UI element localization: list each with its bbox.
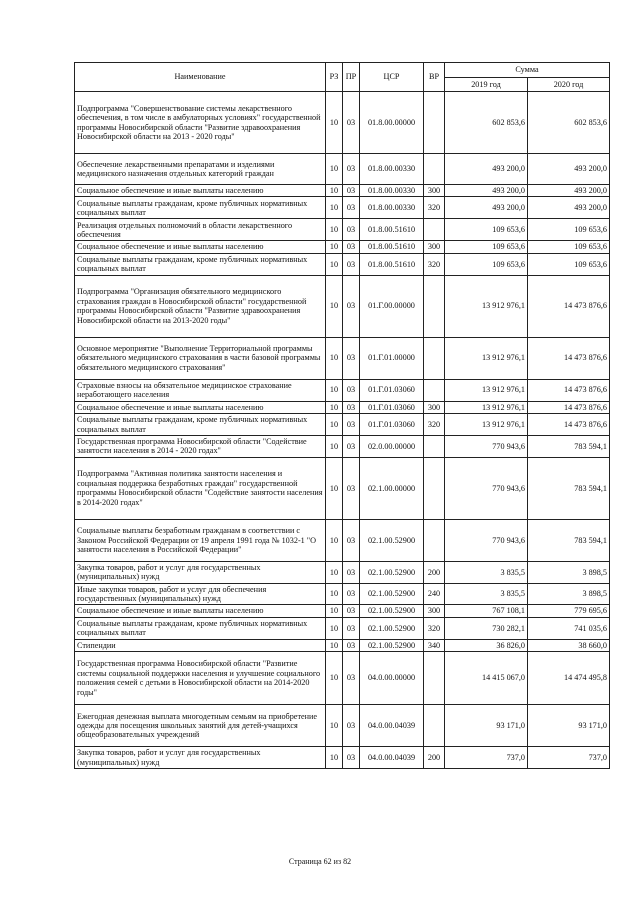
row-name: Социальное обеспечение и иные выплаты населению (75, 401, 326, 413)
row-rz: 10 (326, 92, 343, 154)
row-csr: 01.8.00.51610 (360, 219, 424, 241)
row-name: Социальное обеспечение и иные выплаты населению (75, 185, 326, 197)
row-sum-2019: 13 912 976,1 (445, 414, 528, 436)
row-csr: 01.8.00.51610 (360, 241, 424, 253)
row-csr: 02.1.00.52900 (360, 617, 424, 639)
row-vr: 200 (424, 747, 445, 769)
row-csr: 01.Г.01.03060 (360, 401, 424, 413)
row-pr: 03 (343, 652, 360, 705)
row-sum-2020: 38 660,0 (528, 639, 610, 651)
row-name: Государственная программа Новосибирской области "Развитие системы социальной поддержки населения и улучшение социального положения семей с детьми в Новосибирской области на 2014-2020 годы" (75, 652, 326, 705)
table-row (75, 185, 610, 197)
row-pr: 03 (343, 92, 360, 154)
row-rz: 10 (326, 401, 343, 413)
row-vr: 300 (424, 241, 445, 253)
row-name: Социальные выплаты гражданам, кроме публичных нормативных социальных выплат (75, 617, 326, 639)
table-row (75, 435, 610, 457)
row-sum-2019: 770 943,6 (445, 435, 528, 457)
table-row (75, 253, 610, 275)
row-csr: 04.0.00.04039 (360, 747, 424, 769)
row-sum-2019: 36 826,0 (445, 639, 528, 651)
table-body (75, 92, 610, 769)
row-csr: 04.0.00.04039 (360, 705, 424, 747)
row-rz: 10 (326, 617, 343, 639)
row-sum-2020: 779 695,6 (528, 605, 610, 617)
row-csr: 01.8.00.51610 (360, 253, 424, 275)
row-csr: 02.0.00.00000 (360, 435, 424, 457)
row-name: Подпрограмма "Активная политика занятости населения и социальная поддержка безработных граждан" государственной программы Новосибирской области "Содействие занятости населения в 2014-2020 годах" (75, 457, 326, 519)
row-sum-2020: 602 853,6 (528, 92, 610, 154)
header-year-2020: 2020 год (528, 78, 610, 92)
row-rz: 10 (326, 652, 343, 705)
row-vr: 300 (424, 605, 445, 617)
row-sum-2020: 493 200,0 (528, 197, 610, 219)
table-header (75, 63, 610, 92)
row-csr: 02.1.00.00000 (360, 457, 424, 519)
row-sum-2020: 109 653,6 (528, 241, 610, 253)
table-row (75, 583, 610, 605)
row-name: Стипендии (75, 639, 326, 651)
row-pr: 03 (343, 617, 360, 639)
row-rz: 10 (326, 241, 343, 253)
row-sum-2019: 109 653,6 (445, 253, 528, 275)
row-csr: 01.Г.01.03060 (360, 379, 424, 401)
row-name: Социальное обеспечение и иные выплаты населению (75, 605, 326, 617)
row-sum-2019: 109 653,6 (445, 241, 528, 253)
row-name: Основное мероприятие "Выполнение Территориальной программы обязательного медицинского страхования в части базовой программы обязательного медицинского страхования" (75, 337, 326, 379)
row-sum-2020: 741 035,6 (528, 617, 610, 639)
table-row (75, 652, 610, 705)
table-row (75, 414, 610, 436)
row-pr: 03 (343, 519, 360, 561)
row-sum-2019: 770 943,6 (445, 519, 528, 561)
table-row (75, 401, 610, 413)
row-vr: 300 (424, 401, 445, 413)
row-name: Страховые взносы на обязательное медицинское страхование неработающего населения (75, 379, 326, 401)
row-vr: 320 (424, 414, 445, 436)
row-pr: 03 (343, 705, 360, 747)
row-name: Иные закупки товаров, работ и услуг для обеспечения государственных (муниципальных) нужд (75, 583, 326, 605)
row-sum-2019: 767 108,1 (445, 605, 528, 617)
row-csr: 01.Г.01.00000 (360, 337, 424, 379)
table-row (75, 241, 610, 253)
table-row (75, 561, 610, 583)
header-sum: Сумма (445, 63, 610, 78)
row-sum-2020: 14 474 495,8 (528, 652, 610, 705)
table-row (75, 639, 610, 651)
row-csr: 01.8.00.00000 (360, 92, 424, 154)
row-pr: 03 (343, 197, 360, 219)
row-vr (424, 92, 445, 154)
header-rz: РЗ (326, 63, 343, 92)
row-vr (424, 154, 445, 185)
row-csr: 01.8.00.00330 (360, 185, 424, 197)
header-pr: ПР (343, 63, 360, 92)
row-sum-2019: 14 415 067,0 (445, 652, 528, 705)
row-sum-2020: 783 594,1 (528, 519, 610, 561)
row-csr: 02.1.00.52900 (360, 519, 424, 561)
row-name: Социальные выплаты гражданам, кроме публичных нормативных социальных выплат (75, 253, 326, 275)
row-rz: 10 (326, 561, 343, 583)
row-sum-2020: 493 200,0 (528, 185, 610, 197)
row-csr: 02.1.00.52900 (360, 561, 424, 583)
row-pr: 03 (343, 185, 360, 197)
row-rz: 10 (326, 583, 343, 605)
row-name: Социальное обеспечение и иные выплаты населению (75, 241, 326, 253)
row-sum-2019: 602 853,6 (445, 92, 528, 154)
row-csr: 02.1.00.52900 (360, 639, 424, 651)
row-sum-2019: 493 200,0 (445, 185, 528, 197)
row-sum-2020: 109 653,6 (528, 253, 610, 275)
row-sum-2020: 14 473 876,6 (528, 401, 610, 413)
row-pr: 03 (343, 435, 360, 457)
row-vr (424, 379, 445, 401)
row-rz: 10 (326, 605, 343, 617)
row-vr (424, 652, 445, 705)
row-csr: 01.Г.01.03060 (360, 414, 424, 436)
row-sum-2020: 493 200,0 (528, 154, 610, 185)
row-name: Закупка товаров, работ и услуг для государственных (муниципальных) нужд (75, 747, 326, 769)
row-sum-2020: 3 898,5 (528, 583, 610, 605)
row-name: Подпрограмма "Совершенствование системы лекарственного обеспечения, в том числе в амбулаторных условиях" государственной программы Новосибирской области "Развитие здравоохранения Новосибирской области на 2013 - 2020 годы" (75, 92, 326, 154)
row-name: Реализация отдельных полномочий в области лекарственного обеспечения (75, 219, 326, 241)
row-vr: 340 (424, 639, 445, 651)
row-rz: 10 (326, 154, 343, 185)
row-name: Подпрограмма "Организация обязательного медицинского страхования граждан в Новосибирской области" государственной программы Новосибирской области "Развитие здравоохранения Новосибирской области на 2013-2020 годы" (75, 275, 326, 337)
row-pr: 03 (343, 605, 360, 617)
row-sum-2020: 14 473 876,6 (528, 337, 610, 379)
table-row (75, 747, 610, 769)
row-vr: 320 (424, 197, 445, 219)
row-rz: 10 (326, 705, 343, 747)
row-csr: 01.8.00.00330 (360, 154, 424, 185)
row-pr: 03 (343, 154, 360, 185)
table-row (75, 197, 610, 219)
row-vr (424, 705, 445, 747)
row-name: Социальные выплаты гражданам, кроме публичных нормативных социальных выплат (75, 414, 326, 436)
row-vr (424, 219, 445, 241)
row-pr: 03 (343, 379, 360, 401)
row-rz: 10 (326, 747, 343, 769)
row-name: Социальные выплаты безработным гражданам в соответствии с Законом Российской Федерации от 19 апреля 1991 года № 1032-1 "О занятости населения в Российской Федерации" (75, 519, 326, 561)
row-csr: 02.1.00.52900 (360, 583, 424, 605)
row-vr: 320 (424, 253, 445, 275)
row-pr: 03 (343, 219, 360, 241)
row-rz: 10 (326, 435, 343, 457)
row-pr: 03 (343, 275, 360, 337)
table-row (75, 519, 610, 561)
row-csr: 01.8.00.00330 (360, 197, 424, 219)
row-rz: 10 (326, 275, 343, 337)
row-sum-2020: 93 171,0 (528, 705, 610, 747)
row-sum-2020: 14 473 876,6 (528, 379, 610, 401)
row-sum-2019: 493 200,0 (445, 154, 528, 185)
row-sum-2019: 3 835,5 (445, 561, 528, 583)
table-row (75, 457, 610, 519)
row-name: Обеспечение лекарственными препаратами и изделиями медицинского назначения отдельных категорий граждан (75, 154, 326, 185)
table-row (75, 154, 610, 185)
row-pr: 03 (343, 561, 360, 583)
table-row (75, 379, 610, 401)
row-vr: 300 (424, 185, 445, 197)
row-rz: 10 (326, 197, 343, 219)
row-csr: 01.Г.00.00000 (360, 275, 424, 337)
row-pr: 03 (343, 583, 360, 605)
row-sum-2019: 13 912 976,1 (445, 337, 528, 379)
row-sum-2019: 93 171,0 (445, 705, 528, 747)
row-rz: 10 (326, 337, 343, 379)
row-sum-2020: 783 594,1 (528, 435, 610, 457)
header-year-2019: 2019 год (445, 78, 528, 92)
row-rz: 10 (326, 253, 343, 275)
row-sum-2020: 14 473 876,6 (528, 414, 610, 436)
row-name: Закупка товаров, работ и услуг для государственных (муниципальных) нужд (75, 561, 326, 583)
row-sum-2019: 737,0 (445, 747, 528, 769)
row-name: Социальные выплаты гражданам, кроме публичных нормативных социальных выплат (75, 197, 326, 219)
page-number: Страница 62 из 82 (288, 857, 352, 866)
table-row (75, 219, 610, 241)
row-rz: 10 (326, 639, 343, 651)
row-sum-2019: 13 912 976,1 (445, 379, 528, 401)
row-vr (424, 519, 445, 561)
row-rz: 10 (326, 219, 343, 241)
row-sum-2019: 13 912 976,1 (445, 401, 528, 413)
row-sum-2019: 730 282,1 (445, 617, 528, 639)
row-name: Ежегодная денежная выплата многодетным семьям на приобретение одежды для посещения школьных занятий для детей-учащихся общеобразовательных учреждений (75, 705, 326, 747)
row-vr (424, 435, 445, 457)
row-sum-2019: 109 653,6 (445, 219, 528, 241)
row-csr: 02.1.00.52900 (360, 605, 424, 617)
row-pr: 03 (343, 401, 360, 413)
row-sum-2020: 14 473 876,6 (528, 275, 610, 337)
table-row (75, 705, 610, 747)
row-csr: 04.0.00.00000 (360, 652, 424, 705)
row-sum-2019: 13 912 976,1 (445, 275, 528, 337)
row-vr: 200 (424, 561, 445, 583)
row-pr: 03 (343, 747, 360, 769)
header-csr: ЦСР (360, 63, 424, 92)
row-pr: 03 (343, 457, 360, 519)
table-row (75, 275, 610, 337)
row-sum-2020: 737,0 (528, 747, 610, 769)
row-name: Государственная программа Новосибирской области "Содействие занятости населения в 2014 - 2020 годах" (75, 435, 326, 457)
row-sum-2019: 3 835,5 (445, 583, 528, 605)
row-vr: 240 (424, 583, 445, 605)
row-rz: 10 (326, 519, 343, 561)
row-vr (424, 275, 445, 337)
table-row (75, 337, 610, 379)
table-row (75, 92, 610, 154)
row-pr: 03 (343, 414, 360, 436)
budget-table (74, 62, 610, 769)
row-vr: 320 (424, 617, 445, 639)
row-sum-2020: 783 594,1 (528, 457, 610, 519)
row-sum-2020: 3 898,5 (528, 561, 610, 583)
row-vr (424, 337, 445, 379)
table-row (75, 605, 610, 617)
row-sum-2019: 770 943,6 (445, 457, 528, 519)
row-sum-2019: 493 200,0 (445, 197, 528, 219)
row-rz: 10 (326, 414, 343, 436)
row-pr: 03 (343, 253, 360, 275)
row-rz: 10 (326, 379, 343, 401)
header-name: Наименование (75, 63, 326, 92)
row-sum-2020: 109 653,6 (528, 219, 610, 241)
table-row (75, 617, 610, 639)
row-vr (424, 457, 445, 519)
row-pr: 03 (343, 241, 360, 253)
row-pr: 03 (343, 639, 360, 651)
row-rz: 10 (326, 457, 343, 519)
row-rz: 10 (326, 185, 343, 197)
header-vr: ВР (424, 63, 445, 92)
row-pr: 03 (343, 337, 360, 379)
